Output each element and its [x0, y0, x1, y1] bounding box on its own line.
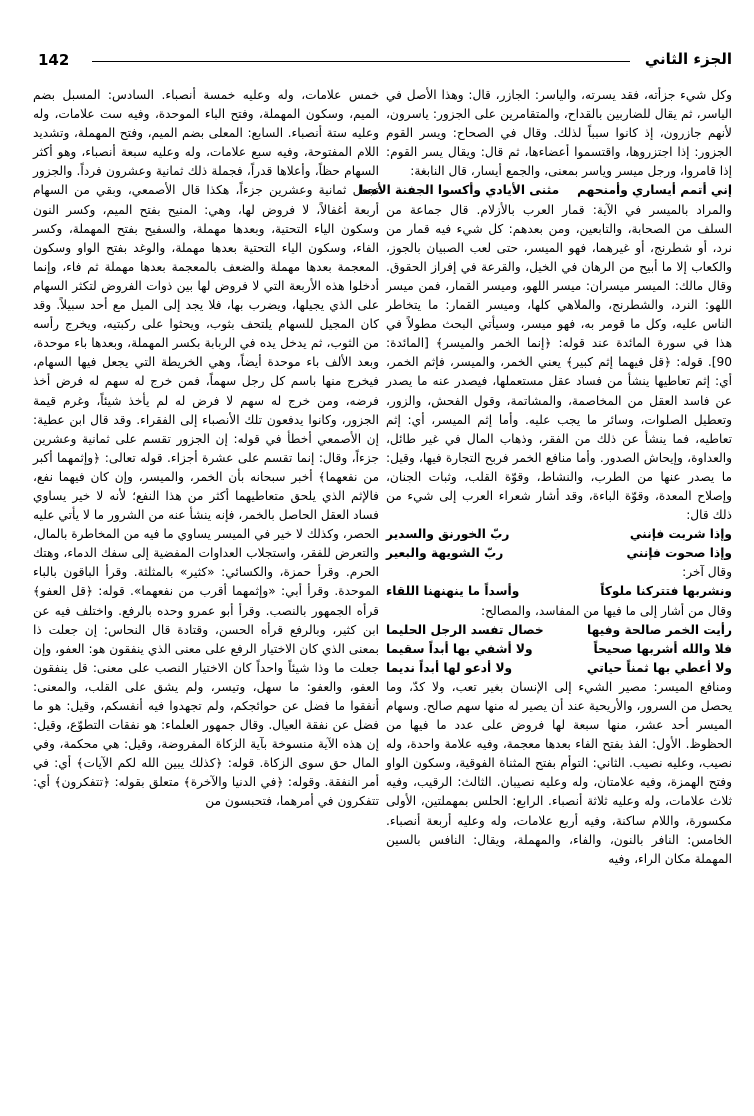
- verse-first-hemistich: فلا والله أشربها صحيحاً: [593, 641, 732, 656]
- verse-second-hemistich: ربّ الخورنق والسدير: [386, 527, 510, 542]
- paragraph: والمراد بالميسر في الآية: قمار العرب بالأزلام. قال جماعة من السلف من الصحابة، والتابعين، ومن بعدهم: كل شيء فيه قمار من نرد، أو شطرنج، أو غيرهما، فهو الميسر، حتى لعب الصبيان بالجوز، والكعاب إلا ما أبيح من الرهان في الخيل، والقرعة في إفراز الحقوق. وقال مالك: الميسر ميسران: ميسر اللهو، وميسر القمار، فمن ميسر اللهو: النرد، والشطرنج، والملاهي كلها، وميسر القمار: ما يتخاطر الناس عليه، وكل ما قومر به، فهو ميسر، وسيأتي البحث مطولاً في هذا في سورة المائدة عند قوله: ﴿إنما الخمر والميسر﴾ [المائدة: 90]. قوله: ﴿قل فيهما إثم كبير﴾ يعني الخمر، والميسر، فإثم الخمر، أي: إثم تعاطيها ينشأ من فساد عقل مستعملها، فيصدر عنه ما يصدر عن فاسد العقل من المخاصمة، والمشاتمة، وقول الفحش، والزور، وتعطيل الصلوات، وسائر ما يجب عليه. وأما إثم الميسر، أي: إثم تعاطيه، فما ينشأ عن ذلك من الفقر، وذهاب المال في غير طائل، والعداوة، وإيحاش الصدور. وأما منافع الخمر فربح التجارة فيها، وقيل: ما يصدر عنها من الطرب، والنشاط، وقوّة القلب، وثبات الجنان، وإصلاح المعدة، وقوّة الباءة، وقد أشار شعراء العرب إلى شيء من ذلك قال:: [386, 202, 732, 523]
- poem-verse: [386, 659, 732, 678]
- paragraph: وقال من أشار إلى ما فيها من المفاسد، والمصالح:: [481, 603, 732, 618]
- verse-first-hemistich: ولا أعطي بها ثمناً حياتي: [586, 660, 732, 675]
- page-number: 142: [38, 51, 70, 69]
- verse-second-hemistich: ولا أشفي بها أبداً سقيما: [386, 641, 533, 656]
- paragraph: ومنافع الميسر: مصير الشيء إلى الإنسان بغير تعب، ولا كدّ، وما يحصل من السرور، والأريحية عند أن يصير له منها سهم صالح. وسهام الميسر أحد عشر، منها سبعة لها فروض على عدد ما فيها من الحظوظ. الأول: الفذ بفتح الفاء بعدها معجمة، وفيه علامة واحدة، وله نصيب، وعليه نصيب. الثاني: التوأم بفتح المثناة الفوقية، وسكون الواو وفتح الهمزة، وفيه علامتان، وله وعليه نصيبان. الثالث: الرقيب، وفيه ثلاث علامات، وله وعليه ثلاثة أنصباء. الرابع: الحلس بمهملتين، الأولى مكسورة، واللام ساكنة، وفيه أربع علامات، وله وعليه أربعة أنصباء. الخامس: النافر بالنون، والفاء، والمهملة، ويقال: النافس بالسين المهملة مكان الراء، وفيه: [386, 679, 732, 866]
- poem-verse: [386, 582, 732, 601]
- verse-second-hemistich: مثنى الأيادي وأكسوا الجفنة الأدما: [359, 183, 560, 198]
- paragraph: وقال آخر:: [682, 565, 732, 580]
- verse-first-hemistich: وإذا صحوت فإنني: [626, 546, 732, 561]
- paragraph: وكل شيء جزأته، فقد يسرته، والياسر: الجازر، قال: وهذا الأصل في الياسر، ثم يقال للضاربين بالقداح، والمتقامرين على الجزور: ياسرون، لأنهم جازرون، إذ كانوا سبباً لذلك. وقال في الصحاح: ويسر القوم الجزور: إذا اجتزروها، واقتسموا أعضاءها، ثم قال: ويقال يسر القوم: إذا قامروا، ورجل ميسر وياسر بمعنى، والجمع أيسار، قال النابغة:: [386, 88, 732, 179]
- verse-second-hemistich: ربّ الشويهة والبعير: [386, 546, 504, 561]
- header-rule: [92, 61, 630, 62]
- verse-first-hemistich: وإذا شربت فإنني: [629, 527, 732, 542]
- verse-first-hemistich: إني أتمم أيساري وأمنحهم: [577, 183, 732, 198]
- verse-second-hemistich: ولا أدعو لها أبداً نديما: [386, 660, 513, 675]
- verse-first-hemistich: رأيت الخمر صالحة وفيها: [587, 622, 732, 637]
- page-header: [30, 50, 740, 72]
- verse-second-hemistich: خصال تفسد الرجل الحليما: [386, 622, 544, 637]
- left-column: [33, 86, 379, 1094]
- poem-verse: [386, 621, 732, 640]
- poem-verse: [386, 640, 732, 659]
- paragraph: خمس علامات، وله وعليه خمسة أنصباء. السادس: المسبل بضم الميم، وسكون المهملة، وفتح الباء الموحدة، وفيه ست علامات، وله وعليه ستة أنصباء. السابع: المعلى بضم الميم، وفتح المهملة، وتشديد اللام المفتوحة، وفيه سبع علامات، وله وعليه سبعة أنصباء، وهو أكثر السهام حظاً، وأعلاها قدراً، فجملة ذلك ثمانية وعشرون فرداً. والجزور تجعل ثمانية وعشرين جزءاً، هكذا قال الأصمعي، وبقي من السهام أربعة أغفالاً، لا فروض لها، وهي: المنيح بفتح الميم، وكسر النون وسكون الياء التحتية، وبعدها مهملة، والسفيح بفتح المهملة، وكسر الفاء، وسكون الياء التحتية بعدها مهملة، والوغد بفتح الواو وسكون المعجمة بعدها مهملة والضعف بالمعجمة بعدها مهملة ثم فاء، وإنما أدخلوا هذه الأربعة التي لا فروض لها بين ذوات الفروض لتكثر السهام على الذي يجيلها، ويضرب بها، فلا يجد إلى الميل مع أحد سبيلاً. وقد كان المجيل للسهام يلتحف بثوب، ويحثوا على ركبتيه، ويخرج رأسه من الثوب، ثم يدخل يده في الربابة بكسر المهملة، وبعدها باء موحدة، وبعد الألف باء موحدة أيضاً، وهي الخريطة التي يجعل فيها السهام، فيخرج منها باسم كل رجل سهماً، فمن خرج له سهم له فرض أخذ فرضه، ومن خرج له سهم لا فرض له لم يأخذ شيئاً، وغرم قيمة الجزور، وكانوا يدفعون تلك الأنصباء إلى الفقراء. وقد قال ابن عطية: إن الأصمعي أخطأ في قوله: إن الجزور تقسم على ثمانية وعشرين جزءاً، وقال: إنما تقسم على عشرة أجزاء. قوله تعالى: ﴿وإثمهما أكبر من نفعهما﴾ أخبر سبحانه بأن الخمر، والميسر، وإن كان فيهما نفع، فالإثم الذي يلحق متعاطيهما أكثر من هذا النفع؛ لأنه لا خير يساوي فساد العقل الحاصل بالخمر، فإنه ينشأ عنه من الشرور ما لا يأتي عليه الحصر، وكذلك لا خير في الميسر يساوي ما فيه من المخاطرة بالمال، والتعرض للفقر، واستجلاب العداوات المفضية إلى سفك الدماء، وهتك الحرم. وقرأ حمزة، والكسائي: «كثير» بالمثلثة. وقرأ الباقون بالباء الموحدة. وقرأ أبي: «وإثمهما أقرب من نفعهما». قوله: ﴿قل العفو﴾ قرأه الجمهور بالنصب. وقرأ أبو عمرو وحده بالرفع. واختلف فيه عن ابن كثير، وبالرفع قرأه الحسن، وقتادة قال النحاس: إن جعلت ذا بمعنى الذي كان الاختيار الرفع على معنى الذي ينفقون هو: العفو، وإن جعلت ما وذا شيئاً واحداً كان الاختيار النصب على معنى: قل ينفقون العفو، والعفو: ما سهل، وتيسر، ولم يشق على القلب، والمعنى: أنفقوا ما فضل عن حوائجكم، ولم تجهدوا فيه أنفسكم، وقيل: هو ما فضل عن نفقة العيال. وقال جمهور العلماء: هو نفقات التطوّع، وقيل: إن هذه الآية منسوخة بآية الزكاة المفروضة، وقيل: هي محكمة، وفي المال حق سوى الزكاة. قوله: ﴿كذلك يبين الله لكم الآيات﴾ أي: في أمر النفقة. وقوله: ﴿في الدنيا والآخرة﴾ متعلق بقوله: ﴿تتفكرون﴾ أي: تتفكرون في أمرهما، فتحبسون من: [33, 88, 379, 809]
- poem-verse: [386, 544, 732, 563]
- right-column: [359, 86, 732, 1094]
- poem-verse: [359, 181, 732, 200]
- poem-verse: [386, 525, 732, 544]
- verse-first-hemistich: ونشربها فتتركنا ملوكاً: [600, 584, 732, 599]
- part-title: الجزء الثاني: [644, 50, 732, 68]
- verse-second-hemistich: وأسداً ما ينهنهنا اللقاء: [386, 584, 520, 599]
